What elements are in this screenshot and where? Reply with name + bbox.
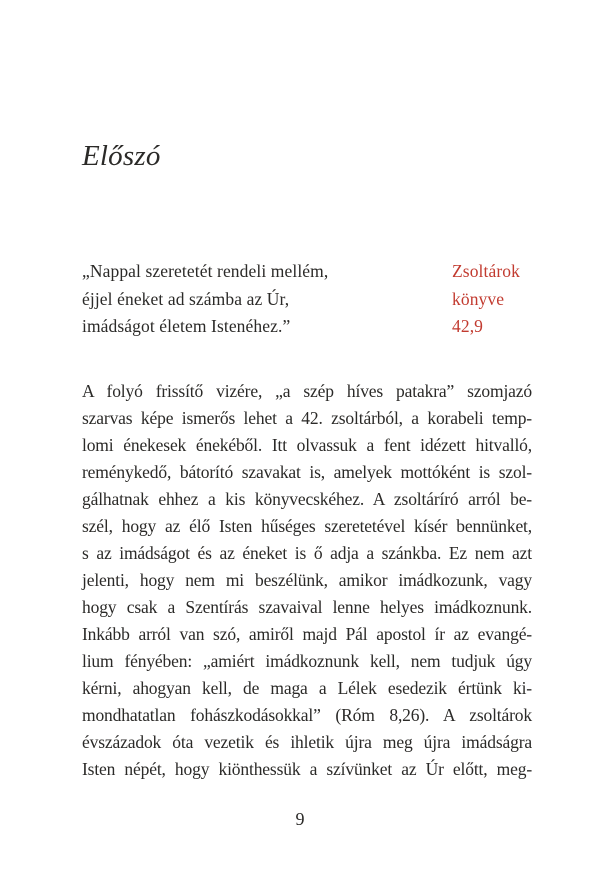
body-text-line: hogy csak a Szentírás szavaival lenne helyes imádkoznunk. <box>82 597 532 617</box>
body-text-line: kérni, ahogyan kell, de maga a Lélek esedezik értünk ki- <box>82 678 532 698</box>
epigraph-citation-line: 42,9 <box>452 316 484 336</box>
body-text-line: lomi énekesek énekéből. Itt olvassuk a fent idézett hitvalló, <box>82 435 532 455</box>
body-text-line: szarvas képe ismerős lehet a 42. zsoltárból, a korabeli temp- <box>82 408 532 428</box>
body-text-line: szél, hogy az élő Isten hűséges szeretetével kísér bennünket, <box>82 516 532 536</box>
epigraph <box>82 258 532 341</box>
epigraph-quote-line: „Nappal szeretetét rendeli mellém, <box>82 261 329 281</box>
body-text-line: mondhatatlan fohászkodásokkal” (Róm 8,26). A zsoltárok <box>82 705 532 725</box>
body-text-line: s az imádságot és az éneket is ő adja a szánkba. Ez nem azt <box>82 543 532 563</box>
page-number: 9 <box>295 809 305 829</box>
body-text-line: reménykedő, bátorító szavakat is, amelyek mottóként is szol- <box>82 462 532 482</box>
body-paragraph <box>82 378 532 783</box>
body-text-line: Inkább arról van szó, amiről majd Pál apostol ír az evangé- <box>82 624 532 644</box>
chapter-title: Előszó <box>82 140 161 172</box>
epigraph-quote-line: imádságot életem Istenéhez.” <box>82 316 291 336</box>
epigraph-citation <box>452 258 547 341</box>
body-text-line: A folyó frissítő vizére, „a szép híves patakra” szomjazó <box>82 381 532 401</box>
body-text-line: gálhatnak ehhez a kis könyvecskéhez. A zsoltáríró arról be- <box>82 489 532 509</box>
body-text-line: évszázadok óta vezetik és ihletik újra meg újra imádságra <box>82 732 532 752</box>
epigraph-citation-line: Zsoltárok <box>452 261 520 281</box>
body-text-line: jelenti, hogy nem mi beszélünk, amikor imádkozunk, vagy <box>82 570 532 590</box>
epigraph-citation-line: könyve <box>452 288 505 309</box>
epigraph-quote-line: éjjel éneket ad számba az Úr, <box>82 288 290 309</box>
body-text-line: lium fényében: „amiért imádkoznunk kell, nem tudjuk úgy <box>82 651 532 671</box>
body-text-line: Isten népét, hogy kiönthessük a szívünket az Úr előtt, meg- <box>82 759 532 779</box>
